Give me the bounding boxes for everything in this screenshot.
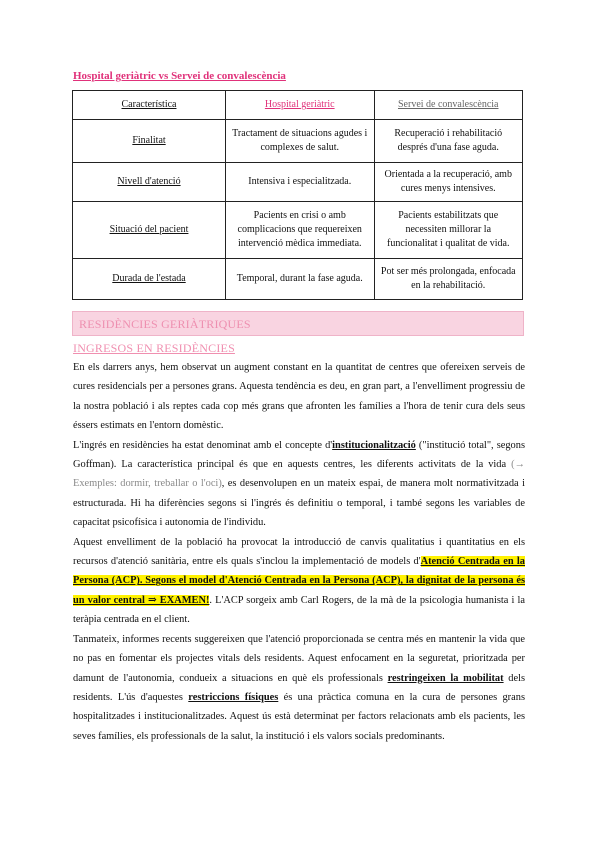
text-run: . L'ACP sorgeix amb Carl Rogers, de la mà de la psicologia humanista i la teràpia centrada en el client. bbox=[73, 594, 525, 626]
table-row bbox=[73, 120, 523, 163]
paragraph bbox=[73, 533, 525, 630]
table-row bbox=[73, 259, 523, 300]
text-run: Tanmateix, informes recents suggereixen que l'atenció proporcionada se centra més en mantenir la vida que no pas en fomentar els projectes vitals dels residents. Aquest enfocament en la seguretat, prioritzada per damunt de l'autonomia, condueix a situacions en què els professionals bbox=[73, 633, 525, 684]
table-row bbox=[73, 163, 523, 202]
row-label: Finalitat bbox=[73, 120, 226, 163]
comparison-table bbox=[72, 90, 523, 300]
bold-term: restriccions físiques bbox=[188, 691, 279, 703]
table-cell: Recuperació i rehabilitació després d'una fase aguda. bbox=[374, 120, 523, 163]
table-cell: Pacients en crisi o amb complicacions que requereixen intervenció mèdica immediata. bbox=[226, 202, 375, 259]
table-cell: Pot ser més prolongada, enfocada en la rehabilitació. bbox=[374, 259, 523, 300]
column-header: Hospital geriàtric bbox=[226, 91, 375, 120]
example-note: (→ Exemples: dormir, treballar o l'oci) bbox=[73, 459, 525, 490]
text-run: , es desenvolupen en un mateix espai, de manera molt normativitzada i estructurada. Hi ha diferències segons si l'ingrés és definitiu o temporal, i també segons les variables de capacitat psicofísica i autonomia de l'individu. bbox=[73, 478, 525, 529]
text-run: ("institució total", segons Goffman). La característica principal és que en aquests centres, les diferents activitats de la vida bbox=[73, 439, 525, 471]
table-cell: Pacients estabilitzats que necessiten millorar la funcionalitat i qualitat de vida. bbox=[374, 202, 523, 259]
table-cell: Orientada a la recuperació, amb cures menys intensives. bbox=[374, 163, 523, 202]
column-header: Característica bbox=[73, 91, 226, 120]
text-run: Aquest envelliment de la població ha provocat la introducció de canvis qualitatius i quantitatius en els recursos d'atenció sanitària, entre els quals s'inclou la implementació de models d' bbox=[73, 536, 525, 568]
row-label: Durada de l'estada bbox=[73, 259, 226, 300]
column-header: Servei de convalescència bbox=[374, 91, 523, 120]
text-run: és una pràctica comuna en la cura de persones grans hospitalitzades i institucionalitzades. Aquest ús està determinat per factors relacionats amb els pacients, les seves famílies, els professionals de la salut, la institució i els valors socials predominants. bbox=[73, 691, 525, 742]
paragraph bbox=[73, 436, 525, 533]
table-cell: Intensiva i especialitzada. bbox=[226, 163, 375, 202]
table-header-row bbox=[73, 91, 523, 120]
comparison-heading: Hospital geriàtric vs Servei de convalescència bbox=[73, 70, 286, 82]
row-label: Nivell d'atenció bbox=[73, 163, 226, 202]
table-row bbox=[73, 202, 523, 259]
bold-term: institucionalització bbox=[332, 439, 416, 451]
section-title: RESIDÈNCIES GERIÀTRIQUES bbox=[72, 311, 524, 336]
body-text bbox=[73, 358, 525, 746]
table-cell: Tractament de situacions agudes i complexes de salut. bbox=[226, 120, 375, 163]
paragraph: En els darrers anys, hem observat un augment constant en la quantitat de centres que ofereixen serveis de cures residencials per a persones grans. Aquesta tendència es deu, en gran part, a l'envelliment progressiu de la nostra població i als reptes cada cop més grans que afronten les famílies a l'hora de tenir cura dels seus éssers estimats en l'entorn domèstic. bbox=[73, 362, 525, 432]
text-run: dels residents. L'ús d'aquestes bbox=[73, 672, 526, 703]
text-run: L'ingrés en residències ha estat denominat amb el concepte d' bbox=[73, 439, 333, 451]
bold-term: restringeixen la mobilitat bbox=[387, 672, 504, 684]
row-label: Situació del pacient bbox=[73, 202, 226, 259]
highlighted-term: Atenció Centrada en la Persona (ACP). Segons el model d'Atenció Centrada en la Persona (ACP), la dignitat de la persona és un valor central ⇒ EXAMEN! bbox=[73, 556, 525, 606]
subsection-title: INGRESOS EN RESIDÈNCIES bbox=[73, 341, 235, 355]
table-cell: Temporal, durant la fase aguda. bbox=[226, 259, 375, 300]
paragraph bbox=[73, 630, 525, 746]
